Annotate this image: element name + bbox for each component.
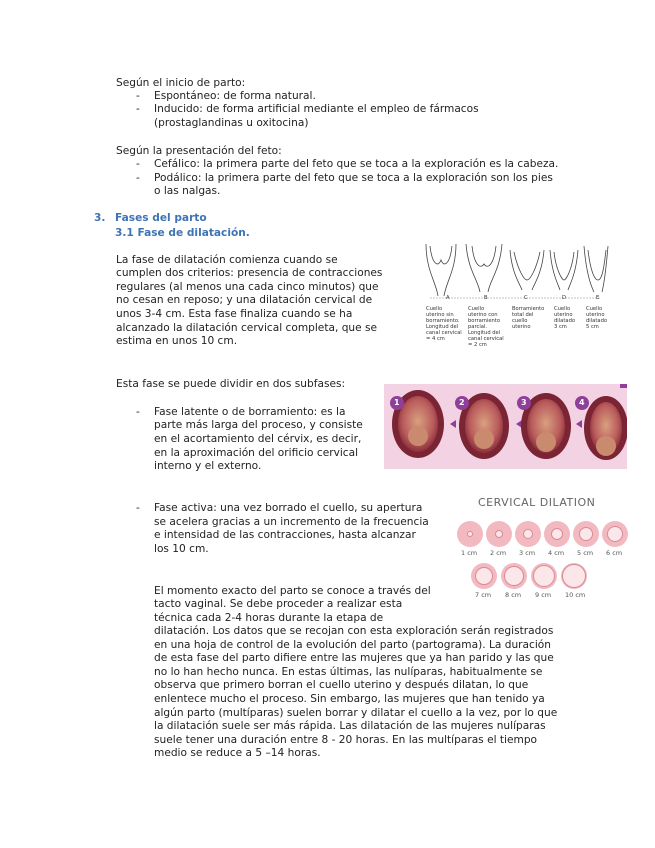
dilation-opening — [495, 530, 503, 538]
cervix-drawing-b — [466, 244, 502, 292]
cervix-caption-d: Cuello uterino dilatado 3 cm — [554, 306, 576, 330]
dilation-circle — [544, 521, 570, 547]
section-heading-inicio: Según el inicio de parto: — [116, 77, 246, 89]
section-title: Fases del parto — [115, 212, 207, 224]
list-item: Inducido: de forma artificial mediante el empleo de fármacos — [154, 103, 479, 115]
cervix-letter: E — [596, 295, 600, 301]
cervix-drawing-c — [510, 250, 544, 290]
cervix-drawings — [420, 240, 610, 300]
dilation-label: 7 cm — [475, 591, 492, 599]
bullet-dash: - — [136, 502, 140, 514]
dilation-label: 1 cm — [461, 549, 478, 557]
dilation-title: CERVICAL DILATION — [478, 496, 596, 509]
dilation-circle — [457, 521, 483, 547]
stage-number: 2 — [459, 398, 465, 407]
cervix-drawing-a — [426, 244, 456, 296]
dilation-opening — [533, 565, 555, 587]
dilation-label: 10 cm — [565, 591, 586, 599]
bullet-dash: - — [136, 172, 140, 184]
list-item: Podálico: la primera parte del feto que se toca a la exploración son los pies — [154, 172, 553, 184]
cervix-letter: B — [484, 295, 488, 301]
dilation-circle — [561, 563, 587, 589]
cervix-drawing-d — [550, 250, 578, 290]
list-item-continuation: o las nalgas. — [154, 185, 221, 197]
dilation-label: 5 cm — [577, 549, 594, 557]
dilation-label: 2 cm — [490, 549, 507, 557]
dilation-opening — [607, 526, 623, 542]
dilation-opening — [504, 566, 524, 586]
cervix-caption-a: Cuello uterino sin borramiento. Longitud del canal cervical = 4 cm — [426, 306, 462, 342]
cervix-caption-b: Cuello uterino con borramiento parcial. Longitud del canal cervical = 2 cm — [468, 306, 504, 348]
dilation-label: 4 cm — [548, 549, 565, 557]
dilation-circle — [573, 521, 599, 547]
dilation-circle — [531, 563, 557, 589]
dilation-opening — [579, 527, 593, 541]
cervix-caption-c: Borramiento total del cuello uterino — [512, 306, 545, 330]
labor-stages-figure — [384, 384, 627, 469]
list-item: Cefálico: la primera parte del feto que se toca a la exploración es la cabeza. — [154, 158, 559, 170]
cervical-dilation-figure — [452, 494, 622, 604]
cervix-letter: C — [524, 295, 528, 301]
dilation-circle — [515, 521, 541, 547]
labor-stages-drawing — [384, 384, 627, 469]
dilation-opening — [523, 529, 533, 539]
bullet-dash: - — [136, 90, 140, 102]
dilation-label: 3 cm — [519, 549, 536, 557]
dilation-circle — [501, 563, 527, 589]
dilation-circle — [471, 563, 497, 589]
bullet-dash: - — [136, 406, 140, 418]
cervix-letter: A — [446, 295, 450, 301]
section-number: 3. — [94, 212, 106, 224]
subsection-title: 3.1 Fase de dilatación. — [115, 227, 250, 239]
dilation-circle — [486, 521, 512, 547]
dilation-label: 9 cm — [535, 591, 552, 599]
dilation-opening — [562, 564, 586, 588]
bullet-dash: - — [136, 158, 140, 170]
cervix-letter: D — [562, 295, 566, 301]
stage-number: 1 — [394, 398, 400, 407]
cervix-caption-e: Cuello uterino dilatado 5 cm — [586, 306, 608, 330]
dilation-label: 6 cm — [606, 549, 623, 557]
list-item: Espontáneo: de forma natural. — [154, 90, 316, 102]
dilation-label: 8 cm — [505, 591, 522, 599]
cervix-drawing-e — [584, 246, 608, 292]
section-heading-presentacion: Según la presentación del feto: — [116, 145, 282, 157]
cervix-effacement-figure — [420, 240, 610, 355]
paragraph-subfases: Esta fase se puede dividir en dos subfases: — [116, 378, 346, 390]
dilation-opening — [475, 567, 493, 585]
stage-number: 3 — [521, 398, 527, 407]
list-item-continuation: (prostaglandinas u oxitocina) — [154, 117, 309, 129]
stage-number: 4 — [579, 398, 585, 407]
dilation-opening — [551, 528, 563, 540]
dilation-circle — [602, 521, 628, 547]
dilation-opening — [467, 531, 473, 537]
stage-4 — [584, 396, 627, 460]
bullet-dash: - — [136, 103, 140, 115]
